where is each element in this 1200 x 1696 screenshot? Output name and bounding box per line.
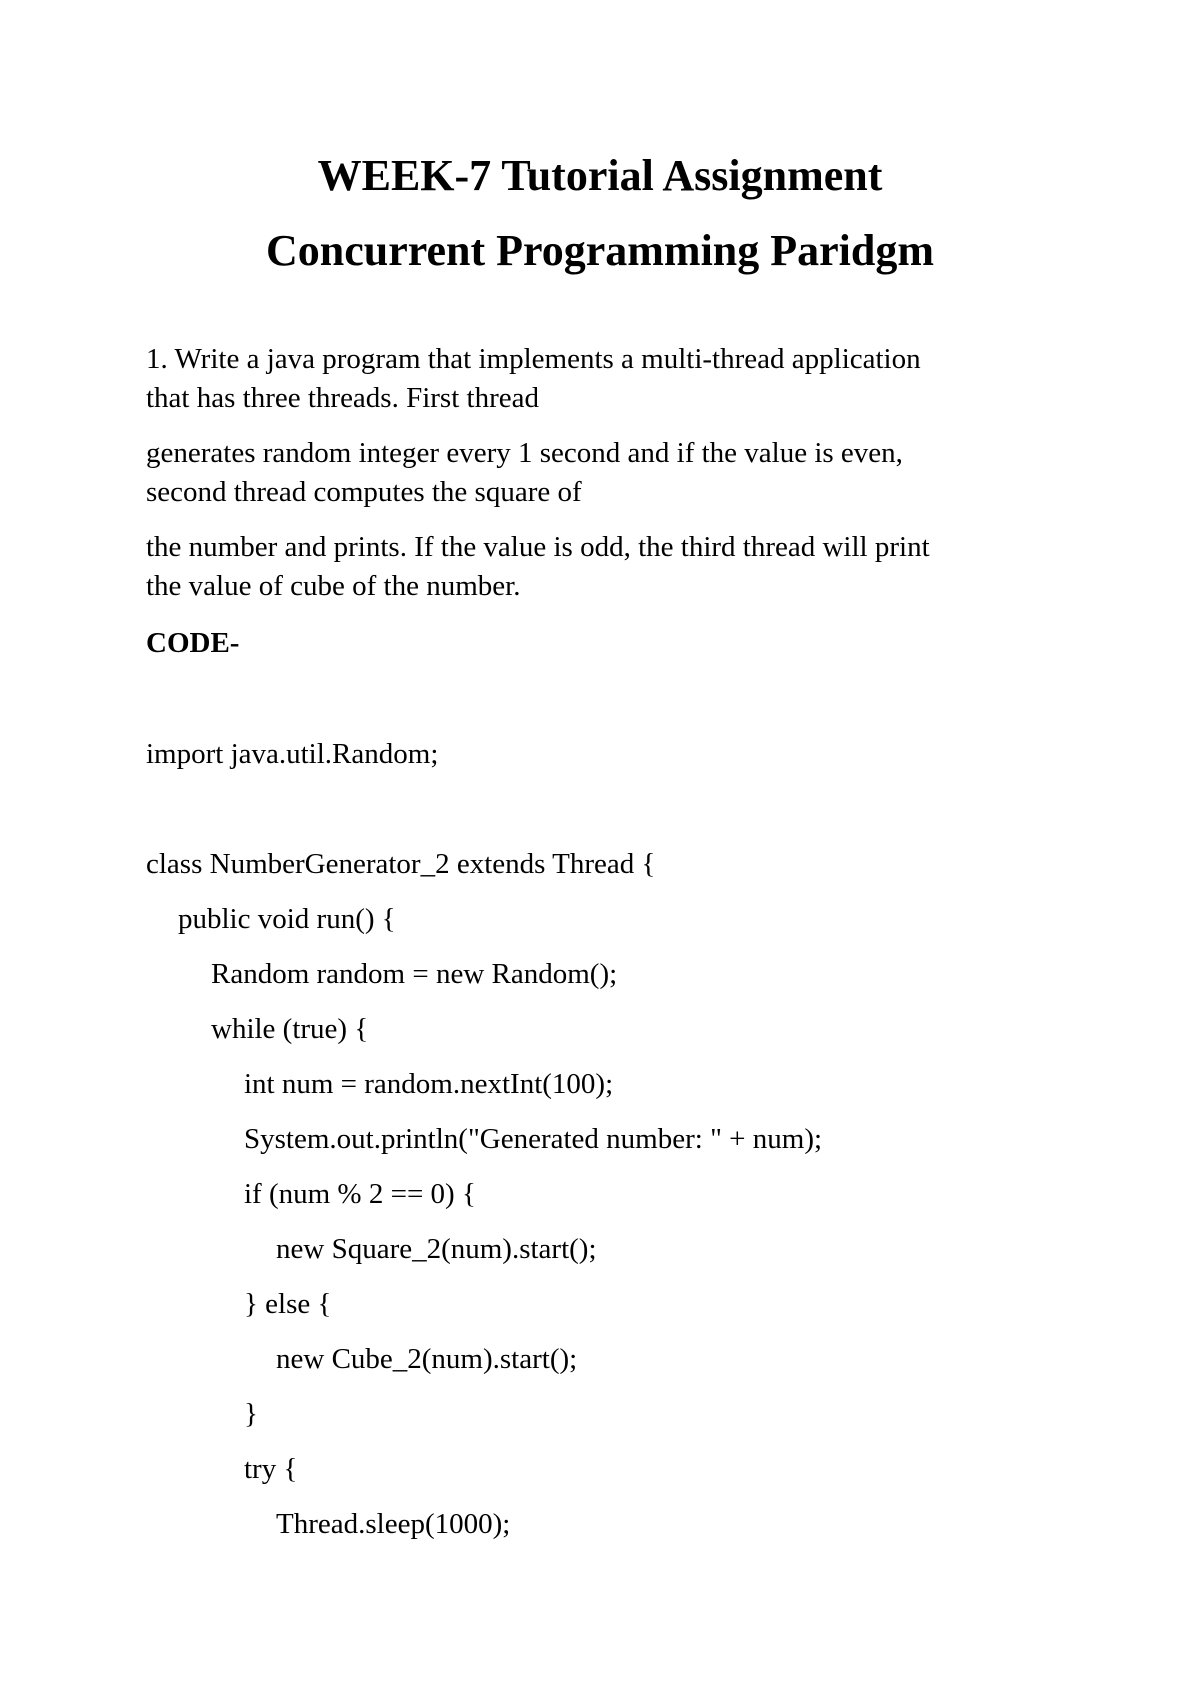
question-text-line: generates random integer every 1 second and if the value is even, (146, 437, 903, 469)
question-text-line: 1. Write a java program that implements a multi-thread application (146, 343, 921, 375)
code-line: Thread.sleep(1000); (276, 1508, 511, 1540)
question-text-line: that has three threads. First thread (146, 382, 539, 414)
code-line: Random random = new Random(); (211, 958, 618, 990)
document-title: WEEK-7 Tutorial Assignment (317, 151, 883, 200)
question-text-line: the number and prints. If the value is odd, the third thread will print (146, 531, 930, 563)
question-paragraph-3 (146, 528, 1046, 606)
code-label: CODE- (146, 627, 240, 659)
code-line: } else { (244, 1288, 332, 1320)
code-line: class NumberGenerator_2 extends Thread { (146, 848, 656, 880)
code-line: new Cube_2(num).start(); (276, 1343, 578, 1375)
code-line: System.out.println("Generated number: " + num); (244, 1123, 823, 1155)
code-line: new Square_2(num).start(); (276, 1233, 597, 1265)
code-line: } (244, 1398, 258, 1430)
code-line: public void run() { (178, 903, 396, 935)
code-line: while (true) { (211, 1013, 369, 1045)
code-line: try { (244, 1453, 298, 1485)
question-paragraph-2 (146, 434, 1046, 512)
code-line: import java.util.Random; (146, 738, 439, 770)
question-paragraph-1 (146, 340, 1046, 418)
question-text-line: the value of cube of the number. (146, 570, 521, 602)
question-text-line: second thread computes the square of (146, 476, 582, 508)
code-line: if (num % 2 == 0) { (244, 1178, 476, 1210)
document-subtitle: Concurrent Programming Paridgm (265, 226, 935, 275)
code-line: int num = random.nextInt(100); (244, 1068, 614, 1100)
